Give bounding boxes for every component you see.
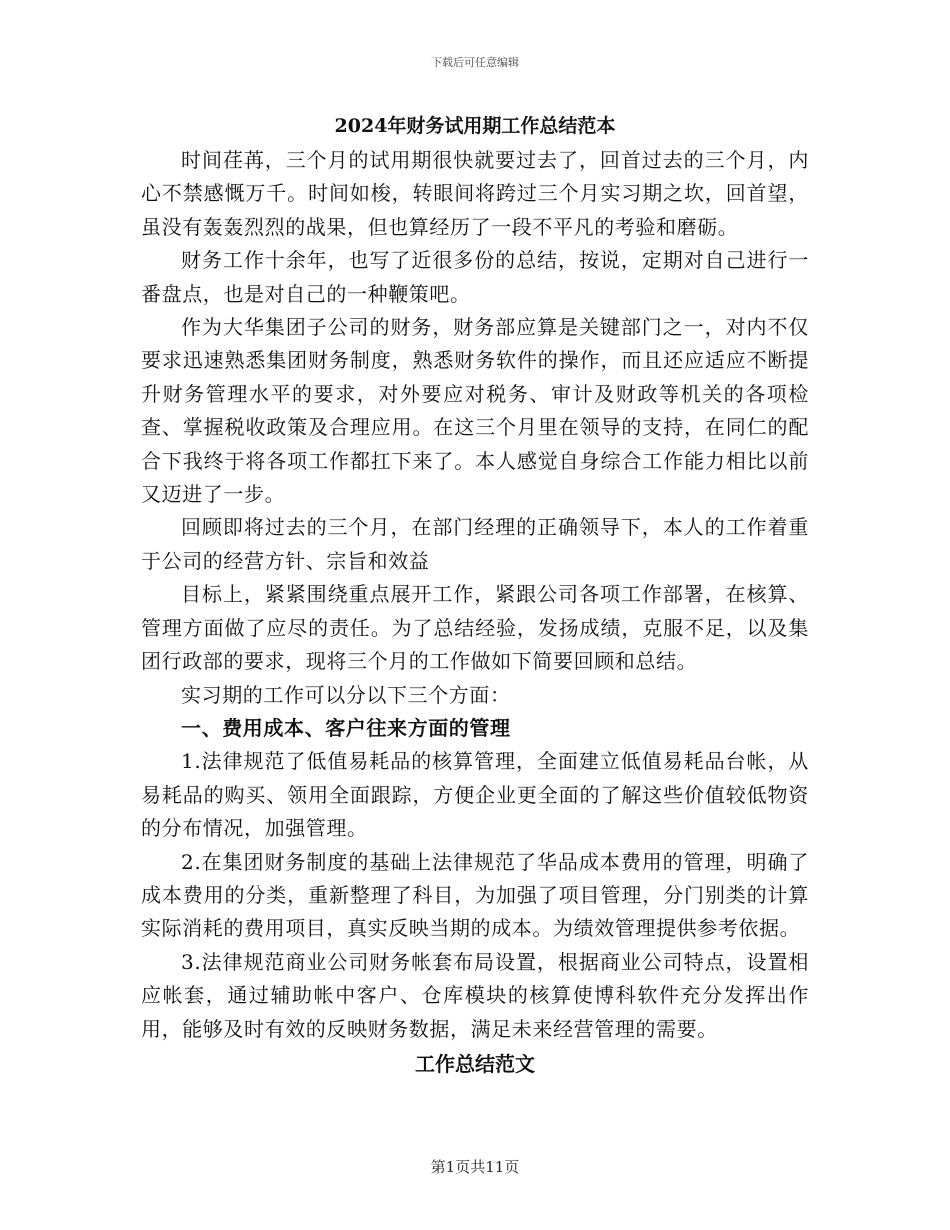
header-note: 下载后可任意编辑: [431, 56, 519, 69]
paragraph-experience: 财务工作十余年，也写了近很多份的总结，按说，定期对自己进行一番盘点，也是对自己的一种鞭策吧。: [141, 248, 809, 306]
document-body: [141, 108, 809, 1082]
section-heading: 一、费用成本、客户往来方面的管理: [181, 715, 511, 740]
section-item-3: 3.法律规范商业公司财务帐套布局设置，根据商业公司特点，设置相应帐套，通过辅助帐中客户、仓库模块的核算使博科软件充分发挥出作用，能够及时有效的反映财务数据，满足未来经营管理的需要。: [141, 949, 809, 1041]
paragraph-role: 作为大华集团子公司的财务，财务部应算是关键部门之一，对内不仅要求迅速熟悉集团财务制度，熟悉财务软件的操作，而且还应适应不断提升财务管理水平的要求，对外要应对税务、审计及财政等机关的各项检查、掌握税收政策及合理应用。在这三个月里在领导的支持，在同仁的配合下我终于将各项工作都扛下来了。本人感觉自身综合工作能力相比以前又迈进了一步。: [141, 315, 809, 507]
paragraph-goals: 目标上，紧紧围绕重点展开工作，紧跟公司各项工作部署，在核算、管理方面做了应尽的责任。为了总结经验，发扬成绩，克服不足，以及集团行政部的要求，现将三个月的工作做如下简要回顾和总结。: [141, 582, 809, 674]
paragraph-review: 回顾即将过去的三个月，在部门经理的正确领导下，本人的工作着重于公司的经营方针、宗旨和效益: [141, 515, 809, 573]
section-item-1: 1.法律规范了低值易耗品的核算管理，全面建立低值易耗品台帐，从易耗品的购买、领用全面跟踪，方便企业更全面的了解这些价值较低物资的分布情况，加强管理。: [141, 749, 809, 841]
paragraph-intro: 时间荏苒，三个月的试用期很快就要过去了，回首过去的三个月，内心不禁感慨万千。时间如梭，转眼间将跨过三个月实习期之坎，回首望，虽没有轰轰烈烈的战果，但也算经历了一段不平凡的考验和磨砺。: [141, 148, 809, 239]
paragraph-aspects: 实习期的工作可以分以下三个方面：: [181, 682, 511, 707]
section-item-2: 2.在集团财务制度的基础上法律规范了华品成本费用的管理，明确了成本费用的分类，重新整理了科目，为加强了项目管理，分门别类的计算实际消耗的费用项目，真实反映当期的成本。为绩效管理提供参考依据。: [141, 849, 809, 941]
document-title: 2024年财务试用期工作总结范本: [334, 115, 616, 137]
page-number: 第1页共11页: [430, 1158, 520, 1176]
footer-title: 工作总结范文: [415, 1051, 535, 1076]
